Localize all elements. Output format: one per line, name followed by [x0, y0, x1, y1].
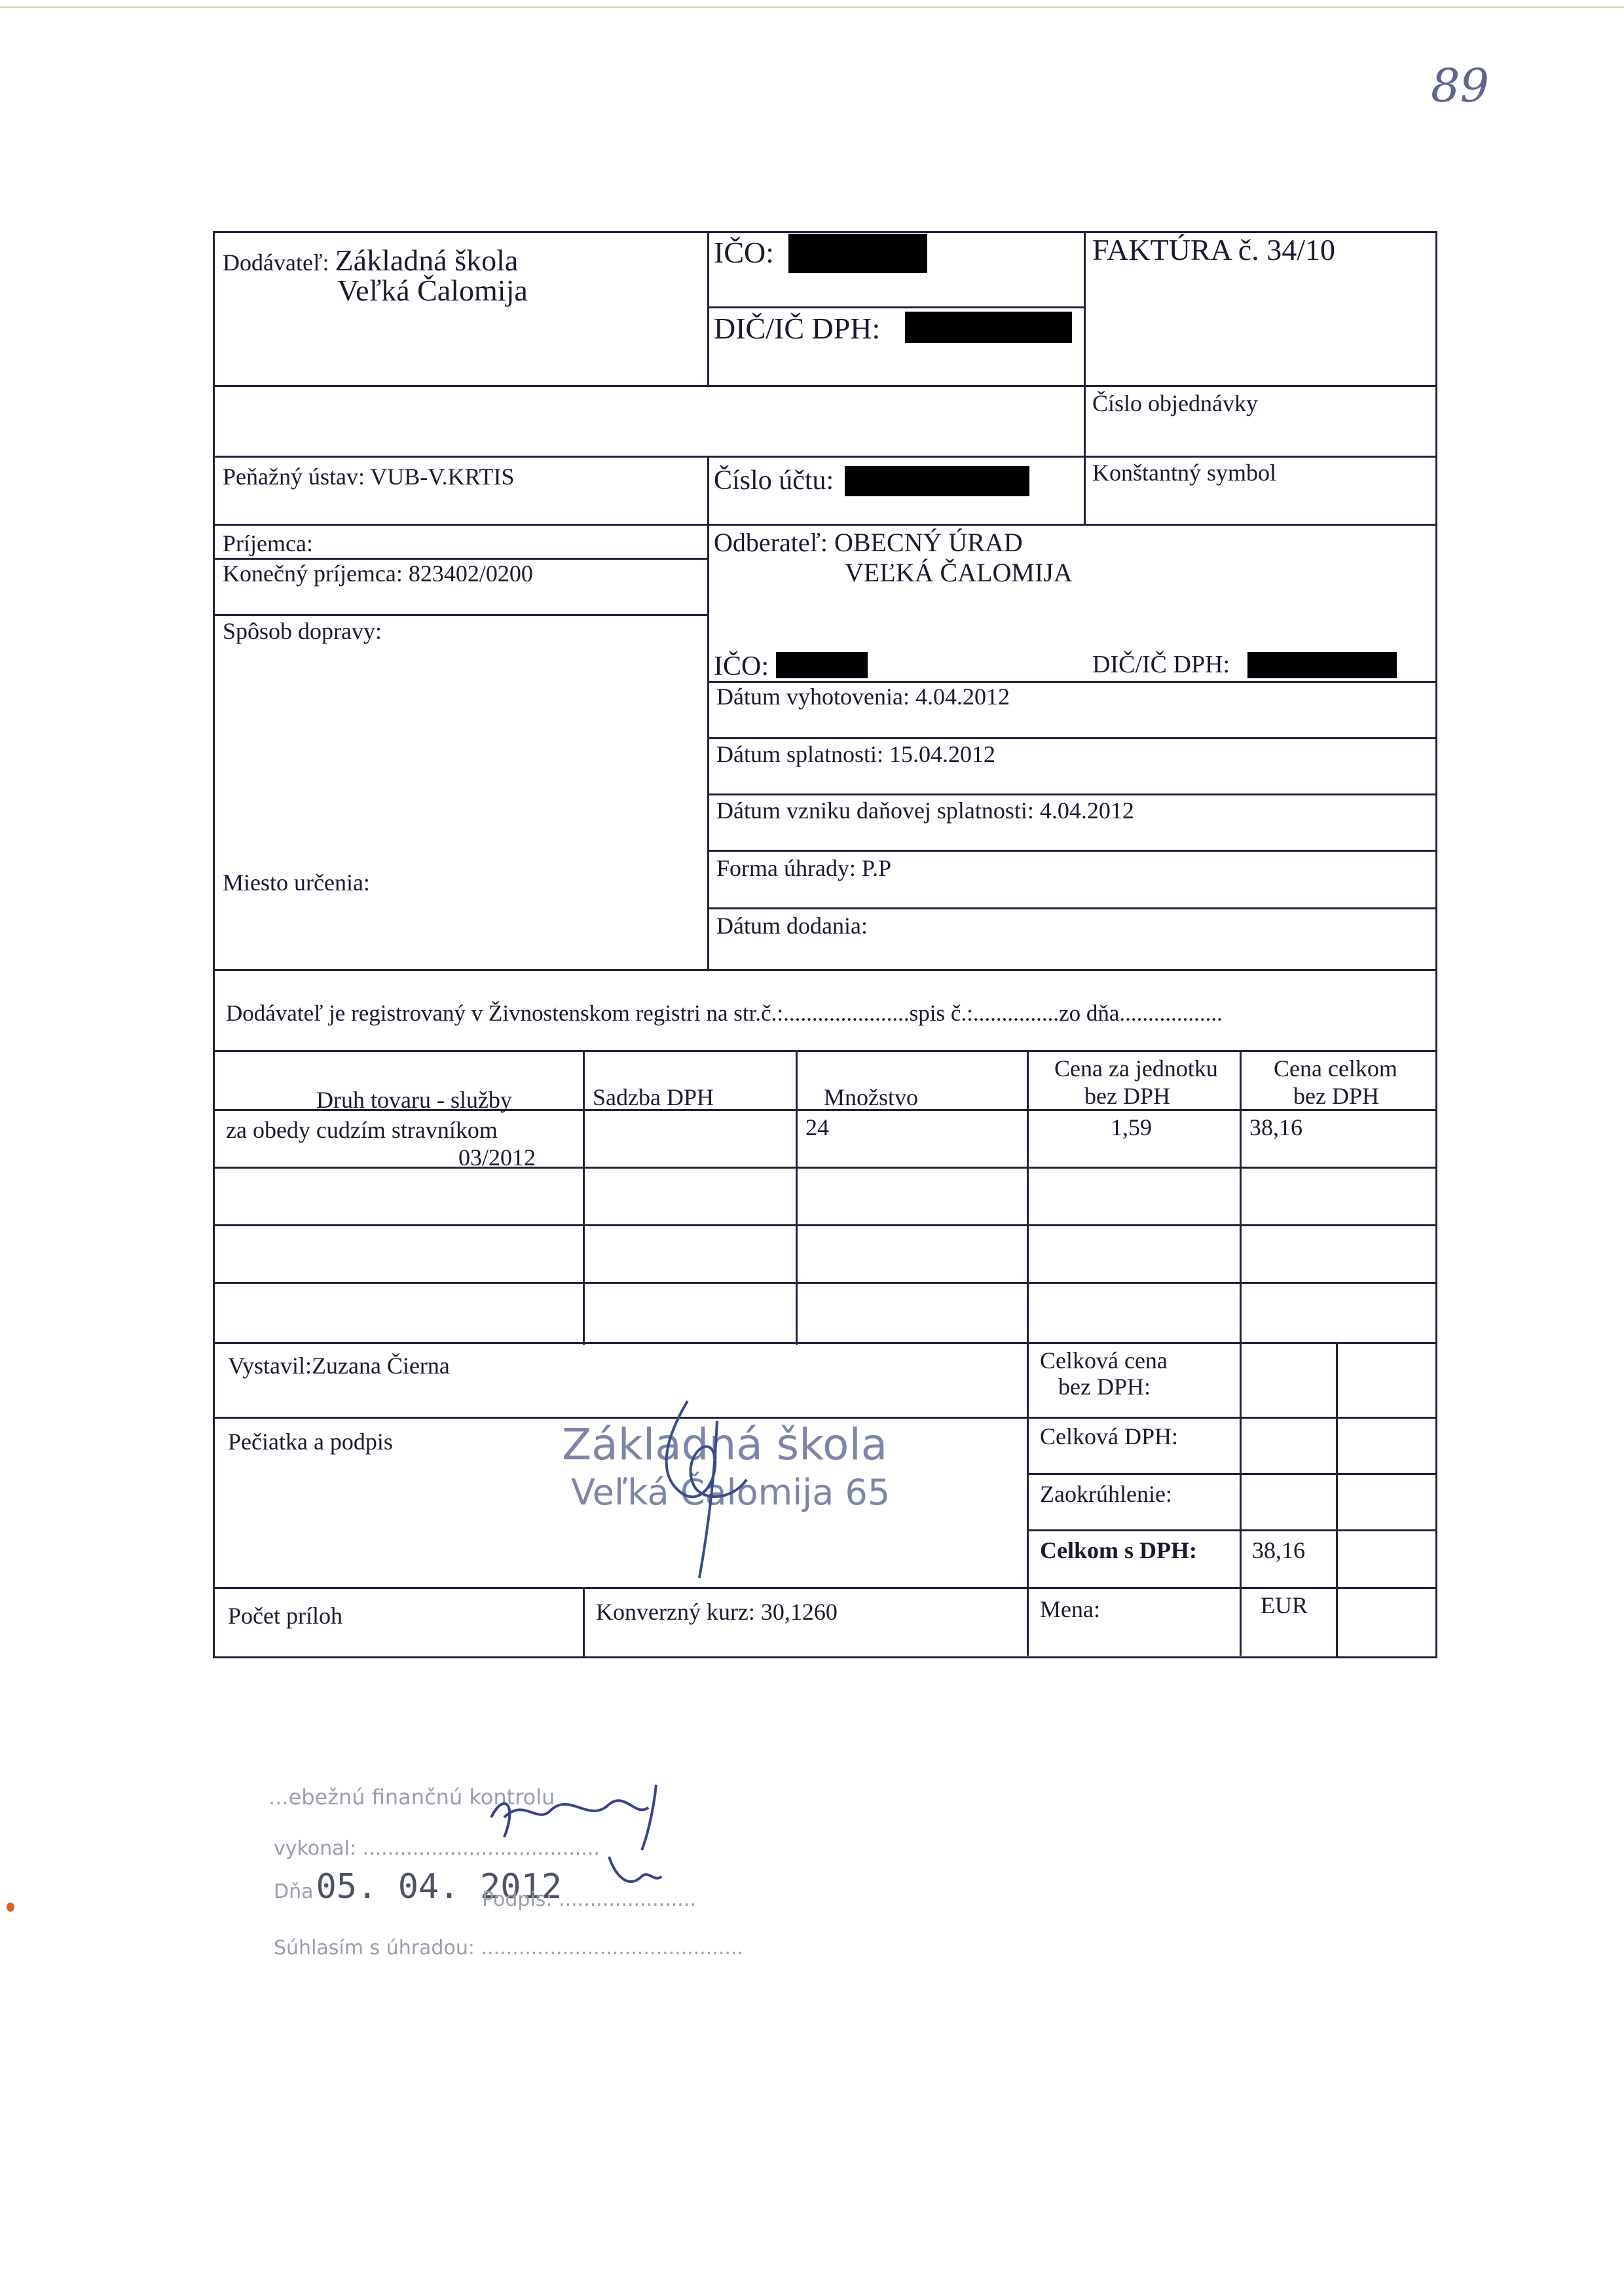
col-vat-rate-header: Sadzba DPH: [593, 1084, 714, 1110]
currency-label: Mena:: [1040, 1596, 1100, 1622]
delivery-date: Dátum dodania:: [716, 913, 868, 939]
supplier-name: Základná škola: [335, 244, 519, 277]
control-signature: [485, 1778, 694, 1903]
signature: [642, 1394, 799, 1591]
redacted-supplier-ico: [788, 234, 927, 273]
total-with-vat-label: Celkom s DPH:: [1040, 1537, 1197, 1563]
customer-dic-label: DIČ/IČ DPH:: [1092, 651, 1230, 678]
school-stamp-line2: Veľká Čalomija 65: [571, 1472, 891, 1513]
col-unit-price-header-2: bez DPH: [1084, 1083, 1170, 1109]
final-recipient: Konečný príjemca: 823402/0200: [223, 560, 533, 587]
recipient-label: Príjemca:: [223, 530, 313, 556]
bank-label: Peňažný ústav: VUB-V.KRTIS: [223, 464, 515, 490]
supplier-block: [223, 244, 518, 278]
page-number-mark: 89: [1431, 59, 1490, 113]
payment-form: Forma úhrady: P.P: [716, 855, 892, 881]
currency-value: EUR: [1261, 1592, 1308, 1618]
account-number-label: Číslo účtu:: [714, 465, 834, 496]
order-number-label: Číslo objednávky: [1092, 390, 1258, 416]
customer-name: OBECNÝ ÚRAD: [834, 528, 1023, 557]
control-date-label: Dňa: [274, 1880, 314, 1903]
control-stamp-line1: ...ebežnú finančnú kontrolu: [268, 1785, 555, 1810]
row-goods-line1: za obedy cudzím stravníkom: [226, 1117, 498, 1143]
constant-symbol-label: Konštantný symbol: [1092, 460, 1277, 486]
redacted-supplier-dic: [905, 312, 1072, 343]
control-stamp-line2: vykonal: ......................................: [274, 1837, 600, 1860]
row-unit-price: 1,59: [1111, 1114, 1152, 1140]
registry-line: Dodávateľ je registrovaný v Živnostenskom registri na str.č.:......................spis č.:...............zo dňa..................: [226, 1000, 1223, 1026]
total-vat-label: Celková DPH:: [1040, 1423, 1178, 1449]
row-total: 38,16: [1249, 1114, 1302, 1140]
margin-dot: [7, 1903, 14, 1912]
stamp-signature-label: Pečiatka a podpis: [228, 1429, 393, 1455]
supplier-town: Veľká Čalomija: [337, 274, 528, 307]
col-quantity-header: Množstvo: [824, 1084, 918, 1110]
redacted-account-number: [845, 466, 1029, 496]
customer-block: [714, 528, 1023, 558]
supplier-dic-label: DIČ/IČ DPH:: [714, 312, 881, 345]
supplier-ico-label: IČO:: [714, 236, 774, 269]
tax-date: Dátum vzniku daňovej splatnosti: 4.04.2012: [716, 797, 1134, 824]
control-approval-line: Súhlasím s úhradou: ..........................................: [274, 1937, 743, 1959]
conversion-rate: Konverzný kurz: 30,1260: [596, 1599, 838, 1625]
issued-by: Vystavil:Zuzana Čierna: [228, 1353, 450, 1379]
control-signature-label: Podpis: ......................: [482, 1888, 696, 1911]
top-edge-line: [0, 7, 1624, 8]
school-stamp-line1: Základná škola: [562, 1419, 888, 1470]
row-quantity: 24: [805, 1114, 829, 1140]
col-goods-header: Druh tovaru - služby: [316, 1087, 512, 1113]
col-unit-price-header-1: Cena za jednotku: [1054, 1055, 1218, 1082]
col-total-header-1: Cena celkom: [1274, 1055, 1397, 1082]
control-date-value: 05. 04. 2012: [316, 1867, 563, 1906]
transport-label: Spôsob dopravy:: [223, 618, 382, 644]
issue-date: Dátum vyhotovenia: 4.04.2012: [716, 683, 1010, 710]
destination-label: Miesto určenia:: [223, 869, 370, 896]
rounding-label: Zaokrúhlenie:: [1040, 1481, 1172, 1507]
redacted-customer-ico: [776, 652, 868, 678]
redacted-customer-dic: [1247, 652, 1397, 678]
col-total-header-2: bez DPH: [1293, 1083, 1379, 1109]
total-with-vat-value: 38,16: [1252, 1537, 1305, 1563]
customer-label: Odberateľ:: [714, 528, 828, 557]
supplier-label: Dodávateľ:: [223, 249, 329, 276]
total-no-vat-label-2: bez DPH:: [1058, 1374, 1151, 1400]
attachments-label: Počet príloh: [228, 1603, 342, 1629]
invoice-title: FAKTÚRA č. 34/10: [1092, 233, 1335, 266]
customer-ico-label: IČO:: [714, 651, 769, 682]
total-no-vat-label-1: Celková cena: [1040, 1347, 1168, 1374]
row-goods-line2: 03/2012: [458, 1144, 536, 1171]
customer-town: VEĽKÁ ČALOMIJA: [845, 558, 1073, 587]
due-date: Dátum splatnosti: 15.04.2012: [716, 741, 995, 767]
